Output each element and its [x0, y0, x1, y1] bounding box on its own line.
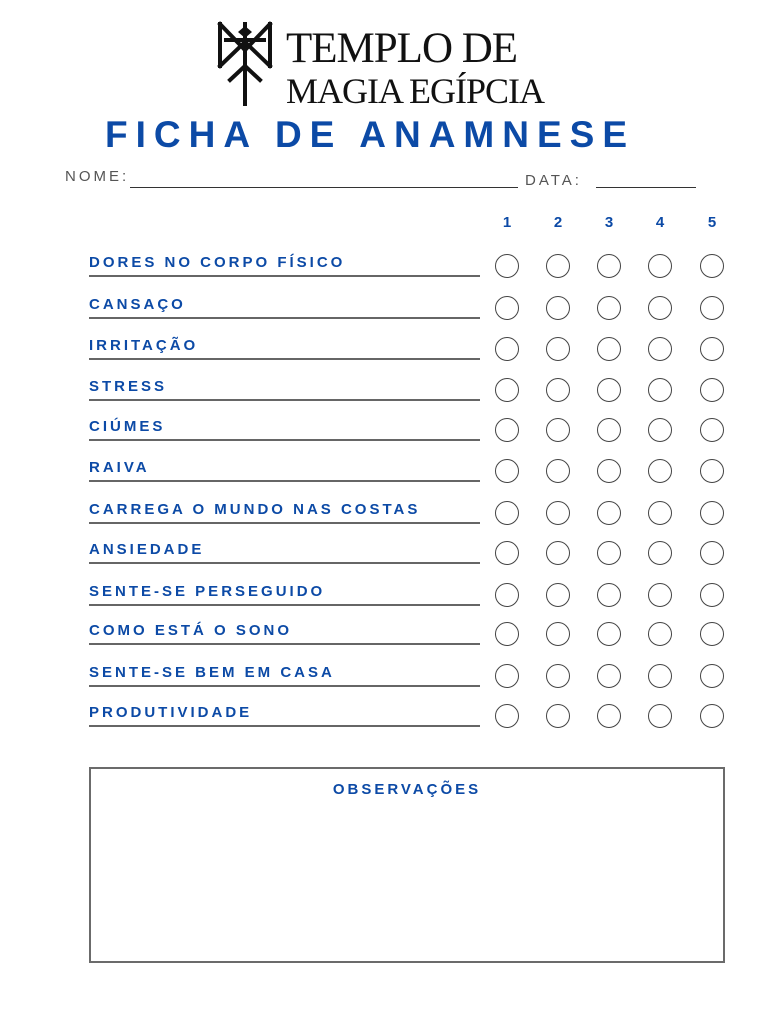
- rating-option-3-icon[interactable]: [597, 296, 621, 320]
- rating-option-5-icon[interactable]: [700, 664, 724, 688]
- symptom-underline: [89, 725, 480, 727]
- rating-option-4-icon[interactable]: [648, 583, 672, 607]
- rating-option-3-icon[interactable]: [597, 254, 621, 278]
- rating-option-3-icon[interactable]: [597, 337, 621, 361]
- symptom-underline: [89, 439, 480, 441]
- symptom-row: [0, 337, 768, 377]
- symptom-label: CANSAÇO: [89, 296, 186, 313]
- rating-option-1-icon[interactable]: [495, 664, 519, 688]
- rating-option-2-icon[interactable]: [546, 296, 570, 320]
- symptom-row: [0, 378, 768, 418]
- rating-option-5-icon[interactable]: [700, 337, 724, 361]
- rating-option-4-icon[interactable]: [648, 664, 672, 688]
- rating-option-1-icon[interactable]: [495, 418, 519, 442]
- rating-option-1-icon[interactable]: [495, 254, 519, 278]
- rating-option-3-icon[interactable]: [597, 459, 621, 483]
- rating-option-3-icon[interactable]: [597, 583, 621, 607]
- rating-option-3-icon[interactable]: [597, 664, 621, 688]
- ankh-rune-logo-icon: [214, 20, 276, 106]
- symptom-underline: [89, 317, 480, 319]
- rating-option-4-icon[interactable]: [648, 254, 672, 278]
- temple-logo: [214, 20, 554, 110]
- symptom-row: [0, 459, 768, 499]
- rating-option-5-icon[interactable]: [700, 418, 724, 442]
- rating-option-1-icon[interactable]: [495, 296, 519, 320]
- rating-option-1-icon[interactable]: [495, 704, 519, 728]
- rating-option-5-icon[interactable]: [700, 501, 724, 525]
- rating-option-3-icon[interactable]: [597, 501, 621, 525]
- rating-option-4-icon[interactable]: [648, 418, 672, 442]
- observations-text-area[interactable]: [101, 809, 713, 951]
- symptom-row: [0, 622, 768, 662]
- rating-option-2-icon[interactable]: [546, 664, 570, 688]
- rating-option-2-icon[interactable]: [546, 622, 570, 646]
- symptom-row: [0, 296, 768, 336]
- logo-text-line1: TEMPLO DE: [286, 25, 518, 72]
- scale-number-3: 3: [604, 214, 614, 231]
- symptom-label: DORES NO CORPO FÍSICO: [89, 254, 346, 271]
- scale-number-1: 1: [502, 214, 512, 231]
- rating-option-5-icon[interactable]: [700, 541, 724, 565]
- rating-option-1-icon[interactable]: [495, 459, 519, 483]
- date-label: DATA:: [525, 172, 582, 189]
- name-input-line[interactable]: [130, 187, 518, 188]
- rating-option-4-icon[interactable]: [648, 337, 672, 361]
- symptom-label: ANSIEDADE: [89, 541, 205, 558]
- rating-option-2-icon[interactable]: [546, 501, 570, 525]
- rating-option-5-icon[interactable]: [700, 583, 724, 607]
- symptom-row: [0, 501, 768, 541]
- scale-number-5: 5: [707, 214, 717, 231]
- rating-option-1-icon[interactable]: [495, 337, 519, 361]
- symptom-underline: [89, 604, 480, 606]
- observations-box: [89, 767, 725, 963]
- symptom-underline: [89, 643, 480, 645]
- symptom-underline: [89, 562, 480, 564]
- rating-option-4-icon[interactable]: [648, 704, 672, 728]
- symptom-row: [0, 418, 768, 458]
- symptom-underline: [89, 685, 480, 687]
- rating-option-3-icon[interactable]: [597, 541, 621, 565]
- symptom-label: RAIVA: [89, 459, 150, 476]
- symptom-row: [0, 704, 768, 744]
- scale-number-2: 2: [553, 214, 563, 231]
- date-input-line[interactable]: [596, 187, 696, 188]
- rating-option-1-icon[interactable]: [495, 501, 519, 525]
- rating-option-4-icon[interactable]: [648, 378, 672, 402]
- rating-option-5-icon[interactable]: [700, 254, 724, 278]
- rating-option-4-icon[interactable]: [648, 541, 672, 565]
- rating-option-3-icon[interactable]: [597, 622, 621, 646]
- rating-option-4-icon[interactable]: [648, 622, 672, 646]
- symptom-underline: [89, 275, 480, 277]
- symptom-underline: [89, 522, 480, 524]
- rating-option-2-icon[interactable]: [546, 583, 570, 607]
- symptom-row: [0, 664, 768, 704]
- symptom-row: [0, 541, 768, 581]
- name-label: NOME:: [65, 168, 130, 185]
- symptom-label: CIÚMES: [89, 418, 166, 435]
- rating-option-1-icon[interactable]: [495, 622, 519, 646]
- symptom-label: SENTE-SE BEM EM CASA: [89, 664, 335, 681]
- rating-option-3-icon[interactable]: [597, 418, 621, 442]
- rating-option-5-icon[interactable]: [700, 459, 724, 483]
- rating-option-5-icon[interactable]: [700, 378, 724, 402]
- symptom-label: CARREGA O MUNDO NAS COSTAS: [89, 501, 421, 518]
- rating-option-2-icon[interactable]: [546, 459, 570, 483]
- rating-option-4-icon[interactable]: [648, 501, 672, 525]
- logo-text-line2: MAGIA EGÍPCIA: [286, 71, 545, 111]
- rating-option-2-icon[interactable]: [546, 337, 570, 361]
- scale-number-4: 4: [655, 214, 665, 231]
- rating-option-5-icon[interactable]: [700, 296, 724, 320]
- symptom-underline: [89, 358, 480, 360]
- rating-option-5-icon[interactable]: [700, 704, 724, 728]
- rating-option-5-icon[interactable]: [700, 622, 724, 646]
- symptom-row: [0, 583, 768, 623]
- symptom-label: SENTE-SE PERSEGUIDO: [89, 583, 326, 600]
- symptom-label: COMO ESTÁ O SONO: [89, 622, 293, 639]
- rating-option-1-icon[interactable]: [495, 541, 519, 565]
- rating-option-2-icon[interactable]: [546, 704, 570, 728]
- rating-option-3-icon[interactable]: [597, 378, 621, 402]
- rating-option-1-icon[interactable]: [495, 378, 519, 402]
- rating-option-2-icon[interactable]: [546, 541, 570, 565]
- rating-option-4-icon[interactable]: [648, 459, 672, 483]
- rating-option-1-icon[interactable]: [495, 583, 519, 607]
- rating-option-4-icon[interactable]: [648, 296, 672, 320]
- rating-option-2-icon[interactable]: [546, 378, 570, 402]
- rating-option-3-icon[interactable]: [597, 704, 621, 728]
- symptom-underline: [89, 480, 480, 482]
- symptom-label: PRODUTIVIDADE: [89, 704, 253, 721]
- symptom-row: [0, 254, 768, 294]
- rating-option-2-icon[interactable]: [546, 254, 570, 278]
- symptom-underline: [89, 399, 480, 401]
- symptom-label: IRRITAÇÃO: [89, 337, 199, 354]
- observations-title: OBSERVAÇÕES: [332, 781, 482, 798]
- symptom-label: STRESS: [89, 378, 168, 395]
- rating-option-2-icon[interactable]: [546, 418, 570, 442]
- form-title: FICHA DE ANAMNESE: [105, 114, 635, 155]
